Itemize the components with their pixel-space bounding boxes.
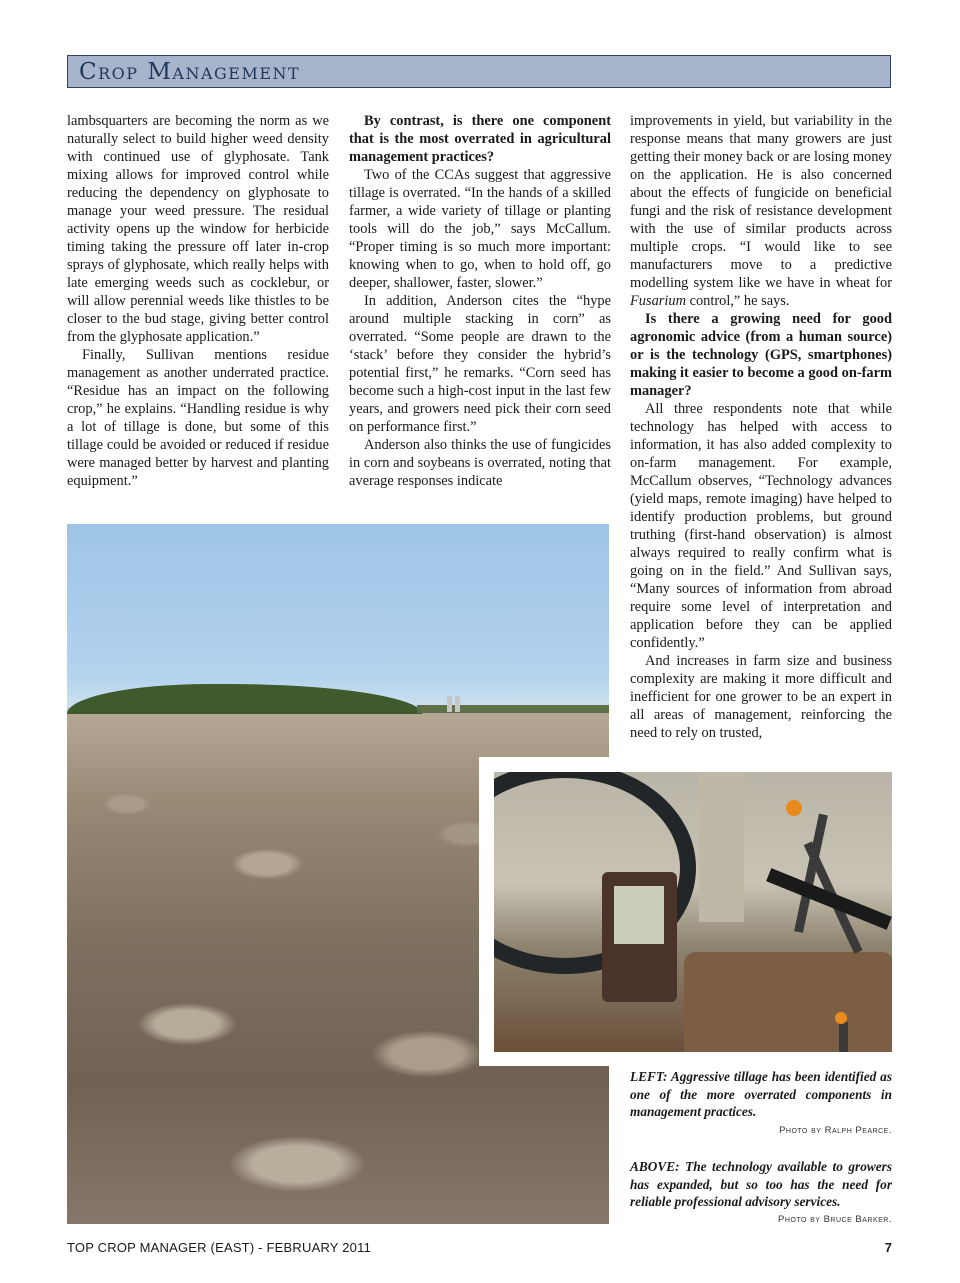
lever-knob <box>786 800 802 816</box>
control-lever <box>839 1022 848 1052</box>
section-title: Crop Management <box>79 59 301 85</box>
paragraph: In addition, Anderson cites the “hype around multiple stacking in corn” as overrated. “Some people are drawn to the ‘stack’ before they consider the hybrid’s potential first,” he remarks. “Corn seed has become such a high-cost input in the last few years, and growers need pick their corn seed on performance first.” <box>349 293 611 435</box>
section-banner <box>67 55 891 88</box>
silo <box>455 696 460 712</box>
footer-publication: TOP CROP MANAGER (EAST) - FEBRUARY 2011 <box>67 1240 371 1255</box>
paragraph: And increases in farm size and business complexity are making it more difficult and inefficient for one grower to be an expert in all areas of management, reinforcing the need to rely on trusted, <box>630 653 892 741</box>
text-run: control,” he says. <box>685 293 790 309</box>
tractor-cab-photo <box>494 772 892 1052</box>
paragraph: lambsquarters are becoming the norm as we naturally select to build higher weed density with continued use of glyphosate. Tank mixing allows for improved control while reducing the dependency on glyphosate to manage your weed pressure. The residual activity opens up the window for herbicide timing taking the pressure off later in-crop sprays of glyphosate, which really helps with late emerging weeds such as cocklebur, or will allow perennial weeds like thistles to be closer to the bud stage, giving better control from the glyphosate application.” <box>67 113 329 345</box>
article-column-1 <box>67 112 329 490</box>
paragraph: Anderson also thinks the use of fungicides in corn and soybeans is overrated, noting that average responses indicate <box>349 437 611 489</box>
page-number: 7 <box>884 1240 892 1255</box>
article-column-3 <box>630 112 892 742</box>
paragraph: All three respondents note that while technology has helped with access to information, it has also added complexity to on-farm management. For example, McCallum observes, “Technology advances (yield maps, remote imaging) have helped to identify production problems, but ground truthing (first-hand observation) is almost always required to really confirm what is going on in the field.” And Sullivan says, “Many sources of information from abroad require some level of interpretation and application before they can be applied confidently.” <box>630 401 892 651</box>
photo-credit: Photo by Bruce Barker. <box>778 1214 892 1225</box>
control-console <box>684 952 892 1052</box>
italic-term: Fusarium <box>630 293 686 309</box>
paragraph: Finally, Sullivan mentions residue management as another underrated practice. “Residue has an impact on the following crop,” he explains. “Handling residue is why a lot of tillage is done, but some of this tillage could be avoided or reduced if residue were managed better by harvest and planting equipment.” <box>67 347 329 489</box>
silo <box>447 696 452 712</box>
treeline <box>67 684 422 714</box>
photo-credit: Photo by Ralph Pearce. <box>779 1125 892 1136</box>
text-run: improvements in yield, but variability in the response means that many growers are just getting their money back or are losing money on the application. He is also concerned about the effects of fungicide on beneficial fungi and the risk of resistance development with the use of similar products across multiple crops. “I would like to see manufacturers move to a predictive modelling system like we have in wheat for <box>630 113 892 291</box>
paragraph: Two of the CCAs suggest that aggressive tillage is overrated. “In the hands of a skilled farmer, a wide variety of tillage or planting tools will do the job,” says McCallum. “Proper timing is so much more important: knowing when to go, when to hold off, go deeper, shallower, faster, slower.” <box>349 167 611 291</box>
caption-above: ABOVE: The technology available to growers has expanded, but so too has the need for reliable professional advisory services. <box>630 1159 892 1209</box>
interview-question: By contrast, is there one component that is the most overrated in agricultural management practices? <box>349 113 611 165</box>
paragraph <box>630 112 892 310</box>
distant-farm <box>417 705 609 713</box>
caption-left: LEFT: Aggressive tillage has been identified as one of the more overrated components in management practices. <box>630 1069 892 1119</box>
article-column-2 <box>349 112 611 490</box>
gps-screen <box>614 886 664 944</box>
lever-knob <box>835 1012 847 1024</box>
interview-question: Is there a growing need for good agronomic advice (from a human source) or is the technology (GPS, smartphones) making it easier to become a good on-farm manager? <box>630 311 892 399</box>
cab-pillar <box>699 772 744 922</box>
gps-display <box>602 872 677 1002</box>
